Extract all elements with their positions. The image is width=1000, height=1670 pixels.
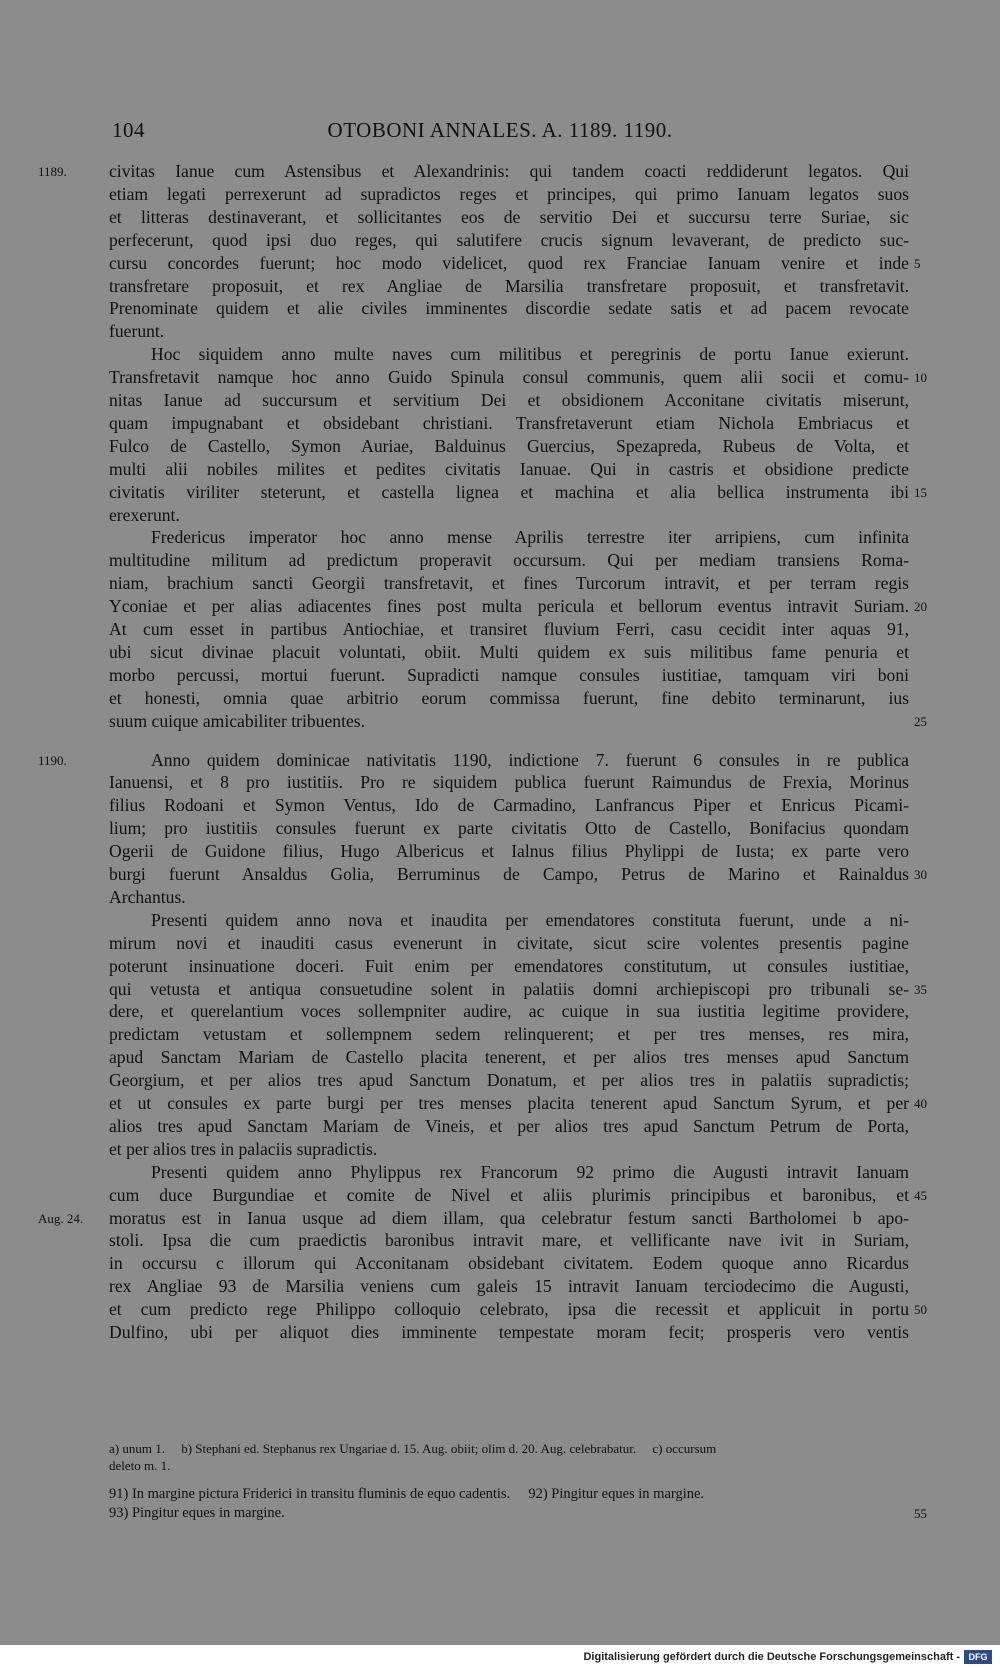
line-text: Georgium, et per alios tres apud Sanctum Donatum, et per alios tres in palatiis supradictis; (109, 1070, 909, 1091)
line-text: dere, et querelantium voces sollempniter audire, ac cuique in sua iustitia legitime providere, (109, 1001, 909, 1022)
footnote-text: 91) In margine pictura Friderici in transitu fluminis de equo cadentis. 92) Pingitur eques in margine. (109, 1486, 705, 1502)
page-header (0, 118, 1000, 148)
text-line (0, 435, 1000, 458)
text-line (0, 955, 1000, 978)
line-text: Hoc siquidem anno multe naves cum militibus et peregrinis de portu Ianue exierunt. (151, 344, 909, 365)
line-number: 20 (914, 599, 927, 615)
line-number: 25 (914, 713, 927, 729)
line-text: predictam vetustam et sollempnem sedem relinquerent; et per tres menses, res mira, (109, 1024, 909, 1045)
text-line (0, 1207, 1000, 1230)
text-line (0, 1069, 1000, 1092)
text-line (0, 909, 1000, 932)
text-line (0, 1023, 1000, 1046)
line-text: Ogerii de Guidone filius, Hugo Albericus et Ialnus filius Phylippi de Iusta; ex parte vero (109, 841, 909, 862)
line-text: transfretare proposuit, et rex Angliae de Marsilia transfretare proposuit, et transfretavit. (109, 275, 909, 296)
text-line (0, 886, 1000, 909)
footnote-text: a) unum 1. b) Stephani ed. Stephanus rex Ungariae d. 15. Aug. obiit; olim d. 20. Aug. celebrabatur. c) occursum (109, 1441, 717, 1456)
line-text: poterunt insinuatione doceri. Fuit enim per emendatores constitutum, ut consules iustitiae, (109, 955, 909, 976)
line-text: et ut consules ex parte burgi per tres menses placita tenerent apud Sanctum Syrum, et per (109, 1093, 909, 1113)
text-line (0, 252, 1000, 275)
line-text: multi alii nobiles milites et pedites civitatis Ianuae. Qui in castris et obsidione predicte (109, 458, 909, 479)
text-line (0, 771, 1000, 794)
line-text: et litteras destinaverant, et sollicitantes eos de servitio Dei et succursu terre Suriae, sic (109, 206, 909, 227)
line-text: mirum novi et inauditi casus evenerunt in civitate, sicut scire volentes presentis pagine (109, 932, 909, 953)
text-line (0, 366, 1000, 389)
line-text: quam impugnabant et obsidebant christiani. Transfretaverunt etiam Nichola Embriacus et (109, 412, 909, 433)
text-line (0, 664, 1000, 687)
line-text: Fulco de Castello, Symon Auriae, Balduinus Guercius, Spezapreda, Rubeus de Volta, et (109, 435, 909, 456)
line-text: et cum predicto rege Philippo colloquio celebrato, ipsa die recessit et applicuit in portu (109, 1299, 909, 1320)
line-text: Presenti quidem anno nova et inaudita per emendatores constituta fuerunt, unde a ni- (151, 909, 909, 930)
credit-bar (0, 1645, 1000, 1670)
line-text: rex Angliae 93 de Marsilia veniens cum galeis 15 intravit Ianuam terciodecimo die Augusti, (109, 1276, 909, 1297)
line-text: Anno quidem dominicae nativitatis 1190, indictione 7. fuerunt 6 consules in re publica (151, 749, 909, 770)
line-number: 35 (914, 981, 927, 997)
text-line (0, 1000, 1000, 1023)
line-text: etiam legati perrexerunt ad supradictos reges et principes, qui primo Ianuam legatos suos (109, 183, 909, 204)
text-line (0, 526, 1000, 549)
line-text: stoli. Ipsa die cum praedictis baronibus intravit mare, et vellificante nave ivit in Suriam, (109, 1230, 909, 1251)
text-line (0, 1046, 1000, 1069)
line-text: Archantus. (109, 886, 186, 907)
text-line (0, 412, 1000, 435)
text-line (0, 320, 1000, 343)
line-number: 50 (914, 1302, 927, 1318)
line-text: filius Rodoani et Symon Ventus, Ido de Carmadino, Lanfrancus Piper et Enricus Picami- (109, 795, 909, 816)
line-text: Fredericus imperator hoc anno mense Aprilis terrestre iter arripiens, cum infinita (151, 527, 909, 548)
line-text: moratus est in Ianua usque ad diem illam, qua celebratur festum sancti Bartholomei b apo- (109, 1207, 909, 1228)
text-line (0, 297, 1000, 320)
line-text: morbo percussi, mortui fuerunt. Supradicti namque consules iustitiae, tamquam viri boni (109, 664, 909, 685)
footnote-line (0, 1440, 1000, 1457)
dfg-logo: DFG (964, 1650, 992, 1664)
line-text: Presenti quidem anno Phylippus rex Francorum 92 primo die Augusti intravit Ianuam (151, 1161, 909, 1182)
text-line (0, 1161, 1000, 1184)
footnote-text: deleto m. 1. (109, 1458, 171, 1473)
line-text: Ianuensi, et 8 pro iustitiis. Pro re siquidem publica fuerunt Raimundus de Frexia, Morinus (109, 772, 909, 793)
text-line (0, 1252, 1000, 1275)
text-line (0, 481, 1000, 504)
line-text: cum duce Burgundiae et comite de Nivel et aliis plurimis principibus et baronibus, et (109, 1184, 909, 1205)
line-text: lium; pro iustitiis consules fuerunt ex parte civitatis Otto de Castello, Bonifacius quondam (109, 818, 909, 839)
footnote-text: 93) Pingitur eques in margine. (109, 1505, 285, 1521)
text-line (0, 641, 1000, 664)
line-text: multitudine militum ad predictum properavit occursum. Qui per mediam transiens Roma- (109, 550, 909, 571)
text-line (0, 229, 1000, 252)
line-text: Yconiae et per alias adiacentes fines post multa pericula et bellorum eventus intravit Suriam. (109, 596, 909, 617)
text-line (0, 1138, 1000, 1161)
text-line (0, 687, 1000, 710)
text-line (0, 749, 1000, 772)
text-line (0, 183, 1000, 206)
line-number: 15 (914, 484, 927, 500)
line-text: Transfretavit namque hoc anno Guido Spinula consul communis, quem alii socii et comu- (109, 367, 909, 388)
line-number: 55 (914, 1506, 927, 1521)
text-line (0, 275, 1000, 298)
numbered-footnote-line (0, 1485, 1000, 1504)
line-text: nitas Ianue ad succursum et servitium Dei et obsidionem Acconitane civitatis miserunt, (109, 390, 909, 410)
margin-note: 1190. (38, 752, 67, 768)
text-line (0, 458, 1000, 481)
line-text: niam, brachium sancti Georgii transfretavit, et fines Turcorum intravit, et per terram regis (109, 573, 909, 594)
line-text: burgi fuerunt Ansaldus Golia, Berruminus de Campo, Petrus de Marino et Rainaldus (109, 864, 909, 884)
line-text: At cum esset in partibus Antiochiae, et transiret fluvium Ferri, casu cecidit inter aquas 91, (109, 619, 909, 639)
line-number: 45 (914, 1187, 927, 1203)
text-line (0, 863, 1000, 886)
page-number: 104 (112, 118, 145, 142)
text-line (0, 504, 1000, 527)
numbered-footnote-line (0, 1504, 1000, 1523)
text-line (0, 840, 1000, 863)
text-line (0, 1275, 1000, 1298)
text-line (0, 1115, 1000, 1138)
text-line (0, 206, 1000, 229)
text-line (0, 1321, 1000, 1344)
margin-note: 1189. (38, 164, 67, 179)
text-line (0, 710, 1000, 733)
line-text: qui vetusta et antiqua consuetudine solent in palatiis domni archiepiscopi pro tribunali se- (109, 978, 909, 999)
text-line (0, 343, 1000, 366)
text-line (0, 572, 1000, 595)
line-text: Dulfino, ubi per aliquot dies imminente tempestate moram fecit; prosperis vero ventis (109, 1322, 909, 1342)
line-number: 40 (914, 1096, 927, 1111)
line-text: in occursu c illorum qui Acconitanam obsidebant civitatem. Eodem quoque anno Ricardus (109, 1253, 909, 1274)
text-line (0, 1298, 1000, 1321)
line-number: 10 (914, 370, 927, 386)
footnote-line (0, 1457, 1000, 1474)
text-line (0, 1092, 1000, 1115)
margin-note: Aug. 24. (38, 1210, 84, 1226)
line-text: et honesti, omnia quae arbitrio eorum commissa fuerunt, fine debito terminarunt, ius (109, 687, 909, 708)
text-line (0, 978, 1000, 1001)
line-text: civitatis viriliter steterunt, et castella lignea et machina et alia bellica instrumenta ibi (109, 481, 909, 502)
text-line (0, 160, 1000, 183)
line-text: alios tres apud Sanctam Mariam de Vineis, et per alios tres apud Sanctum Petrum de Porta, (109, 1115, 909, 1136)
text-line (0, 595, 1000, 618)
credit-text: Digitalisierung gefördert durch die Deutsche Forschungsgemeinschaft - (583, 1651, 960, 1663)
line-text: civitas Ianue cum Astensibus et Alexandrinis: qui tandem coacti reddiderunt legatos. Qui (109, 161, 909, 181)
line-text: erexerunt. (109, 504, 180, 525)
line-text: apud Sanctam Mariam de Castello placita tenerent, et per alios tres menses apud Sanctum (109, 1047, 909, 1068)
line-text: fuerunt. (109, 321, 165, 342)
text-line (0, 389, 1000, 412)
line-text: suum cuique amicabiliter tribuentes. (109, 710, 366, 731)
text-line (0, 794, 1000, 817)
line-text: et per alios tres in palaciis supradictis. (109, 1138, 378, 1159)
line-text: ubi sicut divinae placuit voluntati, obiit. Multi quidem ex suis militibus fame penuria et (109, 641, 909, 662)
text-line (0, 618, 1000, 641)
text-line (0, 1184, 1000, 1207)
running-title: OTOBONI ANNALES. A. 1189. 1190. (327, 118, 673, 142)
line-number: 5 (914, 255, 921, 271)
text-line (0, 932, 1000, 955)
line-text: cursu concordes fuerunt; hoc modo videlicet, quod rex Franciae Ianuam venire et inde (109, 252, 909, 273)
line-number: 30 (914, 867, 927, 882)
text-line (0, 817, 1000, 840)
text-line (0, 1229, 1000, 1252)
line-text: perfecerunt, quod ipsi duo reges, qui salutifere crucis signum levaverant, de predicto suc- (109, 229, 909, 250)
line-text: Prenominate quidem et alie civiles imminentes discordie sedate satis et ad pacem revocate (109, 298, 909, 319)
text-line (0, 549, 1000, 572)
